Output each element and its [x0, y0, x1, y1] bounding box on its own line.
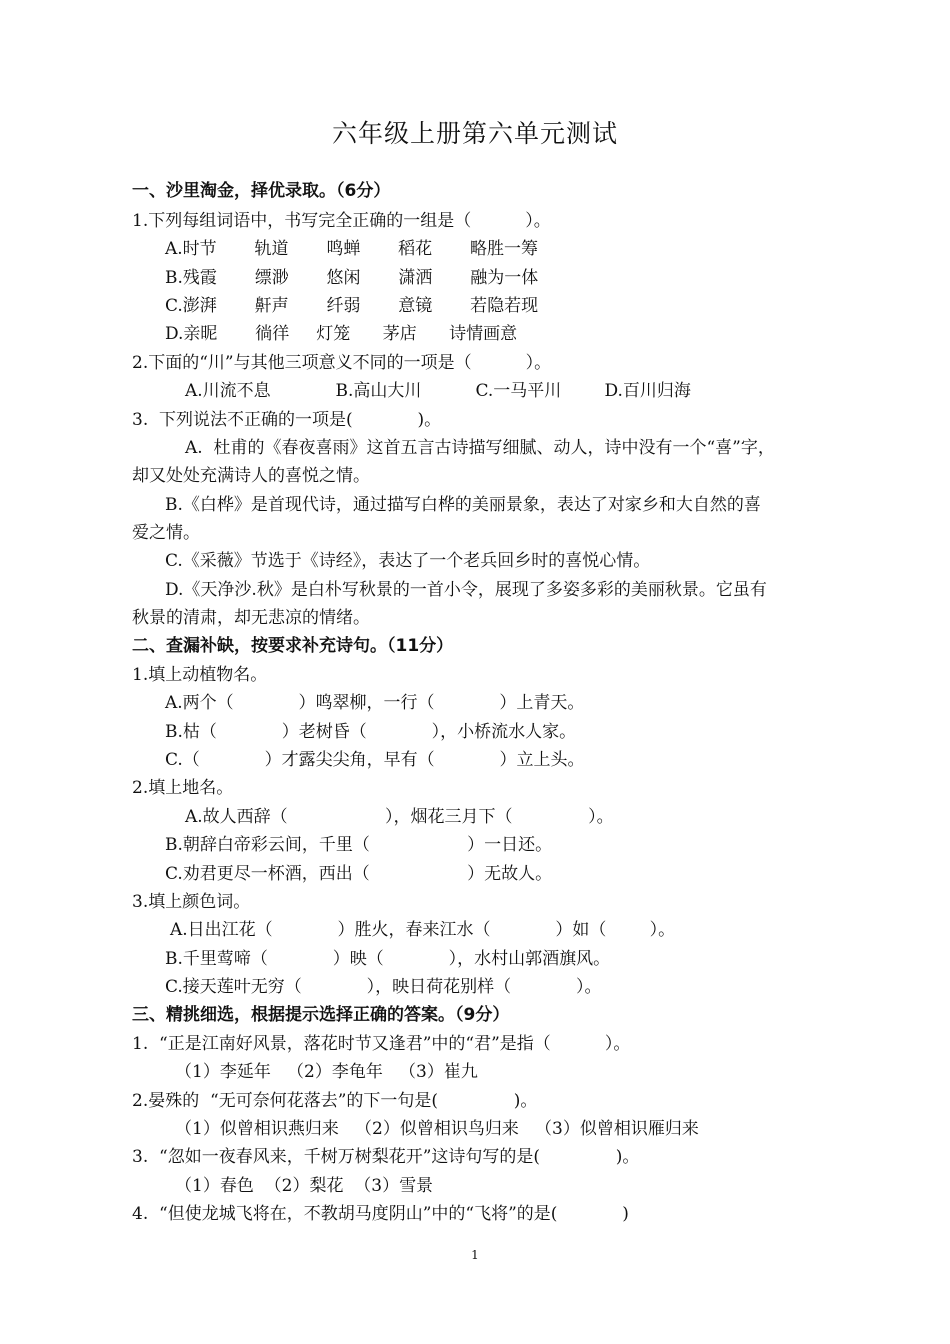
fill-blank-line: A.故人西辞（ ），烟花三月下（ ）。: [185, 807, 614, 827]
question-line: 2.下面的“川”与其他三项意义不同的一项是（ ）。: [132, 353, 552, 373]
option-line: （1）似曾相识燕归来 （2）似曾相识鸟归来 （3）似曾相识雁归来: [175, 1119, 699, 1139]
option-line: （1）春色 （2）梨花 （3）雪景: [175, 1176, 434, 1196]
option-line: C.澎湃 鼾声 纤弱 意镜 若隐若现: [165, 296, 539, 316]
option-line: A. 杜甫的《春夜喜雨》这首五言古诗描写细腻、动人，诗中没有一个“喜”字，: [185, 438, 775, 458]
option-line: A.川流不息 B.高山大川 C.一马平川 D.百川归海: [185, 381, 691, 401]
page-title: 六年级上册第六单元测试: [331, 119, 618, 148]
option-line: D.亲昵 徜徉 灯笼 茅店 诗情画意: [165, 324, 518, 344]
option-line: A.时节 轨道 鸣蝉 稻花 略胜一筹: [165, 239, 538, 259]
fill-blank-line: A.日出江花（ ）胜火，春来江水（ ）如（ ）。: [170, 920, 676, 940]
option-line: B.残霞 缥渺 悠闲 潇洒 融为一体: [165, 268, 539, 288]
option-line: C.《采薇》节选于《诗经》，表达了一个老兵回乡时的喜悦心情。: [165, 551, 651, 571]
section-heading-1: 一、沙里淘金，择优录取。（6分）: [132, 181, 391, 201]
question-line: 1. “正是江南好风景，落花时节又逢君”中的“君”是指（ ）。: [132, 1034, 631, 1054]
option-continuation: 却又处处充满诗人的喜悦之情。: [132, 466, 370, 486]
fill-blank-line: C.接天莲叶无穷（ ），映日荷花别样（ ）。: [165, 977, 602, 997]
question-line: 2.填上地名。: [132, 778, 234, 798]
question-line: 1.填上动植物名。: [132, 665, 268, 685]
section-heading-2: 二、查漏补缺，按要求补充诗句。（11分）: [132, 636, 454, 656]
fill-blank-line: B.千里莺啼（ ）映（ ），水村山郭酒旗风。: [165, 949, 611, 969]
question-line: 3.填上颜色词。: [132, 892, 251, 912]
fill-blank-line: B.枯（ ）老树昏（ ），小桥流水人家。: [165, 722, 577, 742]
question-line: 2.晏殊的 “无可奈何花落去”的下一句是( )。: [132, 1091, 538, 1111]
question-line: 1.下列每组词语中，书写完全正确的一组是（ ）。: [132, 211, 551, 231]
option-continuation: 爱之情。: [132, 523, 200, 543]
option-line: D.《天净沙.秋》是白朴写秋景的一首小令，展现了多姿多彩的美丽秋景。它虽有: [165, 580, 767, 600]
question-line: 4. “但使龙城飞将在，不教胡马度阴山”中的“飞将”的是( ): [132, 1204, 629, 1224]
question-line: 3. “忽如一夜春风来，千树万树梨花开”这诗句写的是( )。: [132, 1147, 640, 1167]
option-line: （1）李延年 （2）李龟年 （3）崔九: [175, 1062, 478, 1082]
fill-blank-line: C.劝君更尽一杯酒，西出（ ）无故人。: [165, 864, 553, 884]
option-continuation: 秋景的清肃，却无悲凉的情绪。: [132, 608, 370, 628]
section-heading-3: 三、精挑细选，根据提示选择正确的答案。（9分）: [132, 1005, 510, 1025]
fill-blank-line: B.朝辞白帝彩云间，千里（ ）一日还。: [165, 835, 553, 855]
page-number: 1: [471, 1248, 479, 1262]
option-line: B.《白桦》是首现代诗，通过描写白桦的美丽景象，表达了对家乡和大自然的喜: [165, 495, 761, 515]
fill-blank-line: A.两个（ ）鸣翠柳，一行（ ）上青天。: [165, 693, 585, 713]
question-line: 3. 下列说法不正确的一项是( )。: [132, 410, 442, 430]
fill-blank-line: C.（ ）才露尖尖角，早有（ ）立上头。: [165, 750, 585, 770]
